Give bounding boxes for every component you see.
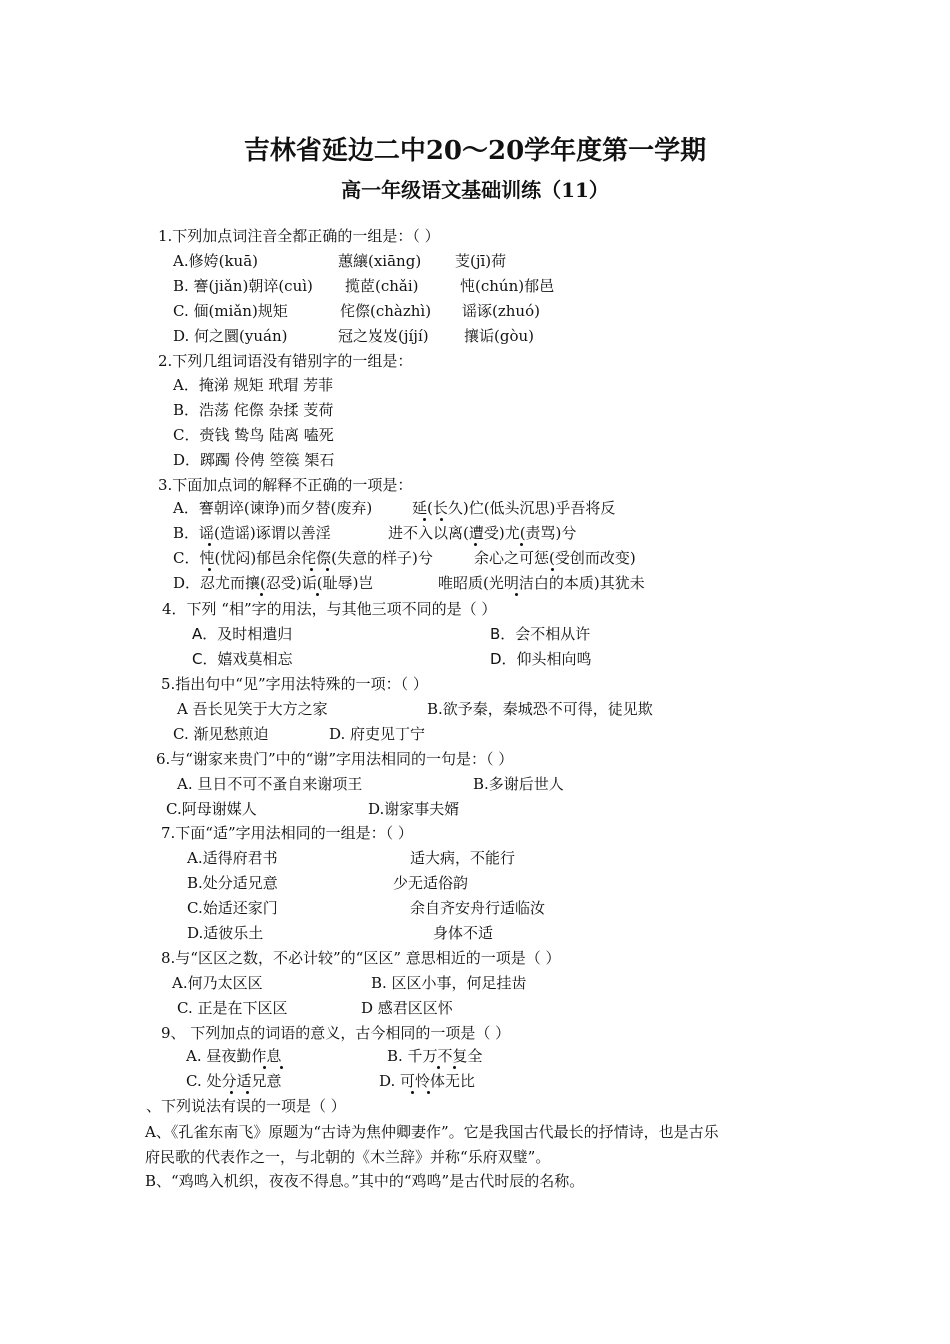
emphasis-dot: [208, 568, 211, 571]
q9-stem: 9、 下列加点的词语的意义，古今相同的一项是（ ）: [161, 1024, 511, 1042]
q2-option-d: D．踯躅 伶俜 箜篌 榘石: [173, 451, 335, 469]
emphasis-dot: [280, 1066, 283, 1069]
emphasis-dot: [423, 518, 426, 521]
q6-option-d: D.谢家事夫婿: [368, 800, 460, 818]
q9-option-a: A. 昼夜勤作息: [186, 1047, 282, 1065]
emphasis-dot: [326, 568, 329, 571]
q3-option-c-1: C．忳(忧闷)郁邑余侘傺(失意的样子)兮: [173, 549, 433, 567]
q1-option-c-2: 侘傺(chàzhì): [340, 302, 432, 320]
q6-stem: 6.与“谢家来贵门”中的“谢”字用法相同的一句是：（ ）: [156, 750, 514, 768]
q1-option-b-2: 揽茝(chǎi): [345, 277, 419, 295]
q6-option-b: B.多谢后世人: [473, 775, 564, 793]
q7-option-a-1: A.适得府君书: [187, 849, 278, 867]
q3-option-d-1: D．忍尤而攘(忍受)诟(耻辱)岂: [173, 574, 374, 592]
q5-option-a: A 吾长见笑于大方之家: [177, 700, 328, 718]
q5-stem: 5.指出句中“见”字用法特殊的一项：（ ）: [161, 675, 428, 693]
q6-option-a: A. 旦日不可不蚤自来谢项王: [177, 775, 363, 793]
q2-option-c: C．赍钱 鸷鸟 陆离 嗑死: [173, 426, 334, 444]
q4-stem: 4．下列 “相”字的用法，与其他三项不同的是（ ）: [162, 600, 497, 618]
emphasis-dot: [263, 1066, 266, 1069]
page-subtitle: 高一年级语文基础训练（11）: [341, 178, 609, 202]
q8-option-d: D 感君区区怀: [361, 999, 453, 1017]
emphasis-dot: [474, 543, 477, 546]
q2-stem: 2.下列几组词语没有错别字的一组是：: [158, 352, 413, 370]
q1-option-d-3: 攘诟(gòu): [464, 327, 534, 345]
q5-option-c: C. 渐见愁煎迫: [173, 725, 269, 743]
q1-option-c-1: C. 偭(miǎn)规矩: [173, 302, 288, 320]
emphasis-dot: [208, 543, 211, 546]
q3-option-a-2: 延(长久)伫(低头沉思)乎吾将反: [412, 499, 616, 517]
q9-option-c: C. 处分适兄意: [186, 1072, 282, 1090]
q2-option-b: B．浩荡 侘傺 杂揉 芰荷: [173, 401, 334, 419]
q3-option-b-1: B．谣(造谣)诼谓以善淫: [173, 524, 331, 542]
emphasis-dot: [411, 1091, 414, 1094]
emphasis-dot: [551, 568, 554, 571]
q4-option-a: A．及时相遣归: [192, 625, 293, 643]
emphasis-dot: [520, 543, 523, 546]
q1-option-b-3: 忳(chún)郁邑: [460, 277, 555, 295]
q7-option-a-2: 适大病，不能行: [410, 849, 516, 867]
q8-option-c: C. 正是在下区区: [177, 999, 288, 1017]
q1-option-c-3: 谣诼(zhuó): [462, 302, 540, 320]
emphasis-dot: [453, 1066, 456, 1069]
page-title: 吉林省延边二中20～20学年度第一学期: [243, 136, 707, 166]
q4-option-b: B．会不相从许: [490, 625, 591, 643]
q10-option-a-line2: 府民歌的代表作之一，与北朝的《木兰辞》并称“乐府双璧”。: [145, 1148, 551, 1166]
emphasis-dot: [230, 1091, 233, 1094]
emphasis-dot: [260, 593, 263, 596]
q9-option-b: B. 千万不复全: [387, 1047, 483, 1065]
emphasis-dot: [515, 593, 518, 596]
q7-option-d-1: D.适彼乐土: [187, 924, 264, 942]
q7-option-b-1: B.处分适兄意: [187, 874, 278, 892]
q5-option-d: D. 府吏见丁宁: [329, 725, 426, 743]
q10-option-a-line1: A、《孔雀东南飞》原题为“古诗为焦仲卿妻作”。它是我国古代最长的抒情诗，也是古乐: [145, 1123, 719, 1141]
q1-option-a-1: A.修姱(kuā): [173, 252, 258, 270]
q7-option-b-2: 少无适俗韵: [393, 874, 469, 892]
q7-option-c-2: 余自齐安舟行适临汝: [410, 899, 546, 917]
q8-stem: 8.与“区区之数，不必计较”的“区区” 意思相近的一项是（ ）: [161, 949, 561, 967]
q3-option-a-1: A．謇朝谇(谏诤)而夕替(废弃): [173, 499, 373, 517]
q1-option-a-3: 芰(jī)荷: [455, 252, 507, 270]
q1-option-a-2: 蕙纕(xiāng): [338, 252, 422, 270]
q2-option-a: A．掩涕 规矩 玳瑁 芳菲: [173, 376, 334, 394]
emphasis-dot: [310, 568, 313, 571]
q3-stem: 3.下面加点词的解释不正确的一项是：: [158, 476, 413, 494]
q8-option-a: A.何乃太区区: [172, 974, 263, 992]
q1-option-d-1: D. 何之圜(yuán): [173, 327, 288, 345]
q10-option-b: B、“鸡鸣入机织，夜夜不得息。”其中的“鸡鸣”是古代时辰的名称。: [145, 1172, 585, 1190]
q7-option-d-2: 身体不适: [433, 924, 494, 942]
q1-option-b-1: B. 謇(jiǎn)朝谇(cuì): [173, 277, 313, 295]
emphasis-dot: [440, 518, 443, 521]
q6-option-c: C.阿母谢媒人: [166, 800, 257, 818]
q3-option-d-2: 唯昭质(光明洁白的本质)其犹未: [438, 574, 645, 592]
q4-option-d: D．仰头相向鸣: [490, 650, 592, 668]
q10-stem: 、下列说法有误的一项是（ ）: [146, 1097, 346, 1115]
q7-stem: 7.下面“适”字用法相同的一组是：（ ）: [161, 824, 413, 842]
q5-option-b: B.欲予秦，秦城恐不可得，徒见欺: [427, 700, 653, 718]
q1-stem: 1.下列加点词注音全都正确的一组是：（ ）: [158, 227, 440, 245]
q1-option-d-2: 冠之岌岌(jíjí): [338, 327, 429, 345]
emphasis-dot: [427, 1091, 430, 1094]
q4-option-c: C．嬉戏莫相忘: [192, 650, 293, 668]
q9-option-d: D. 可怜体无比: [379, 1072, 476, 1090]
q3-option-b-2: 进不入以离(遭受)尤(责骂)兮: [388, 524, 577, 542]
emphasis-dot: [316, 593, 319, 596]
q8-option-b: B. 区区小事，何足挂齿: [371, 974, 527, 992]
q7-option-c-1: C.始适还家门: [187, 899, 278, 917]
q3-option-c-2: 余心之可惩(受创而改变): [474, 549, 636, 567]
emphasis-dot: [437, 1066, 440, 1069]
emphasis-dot: [246, 1091, 249, 1094]
